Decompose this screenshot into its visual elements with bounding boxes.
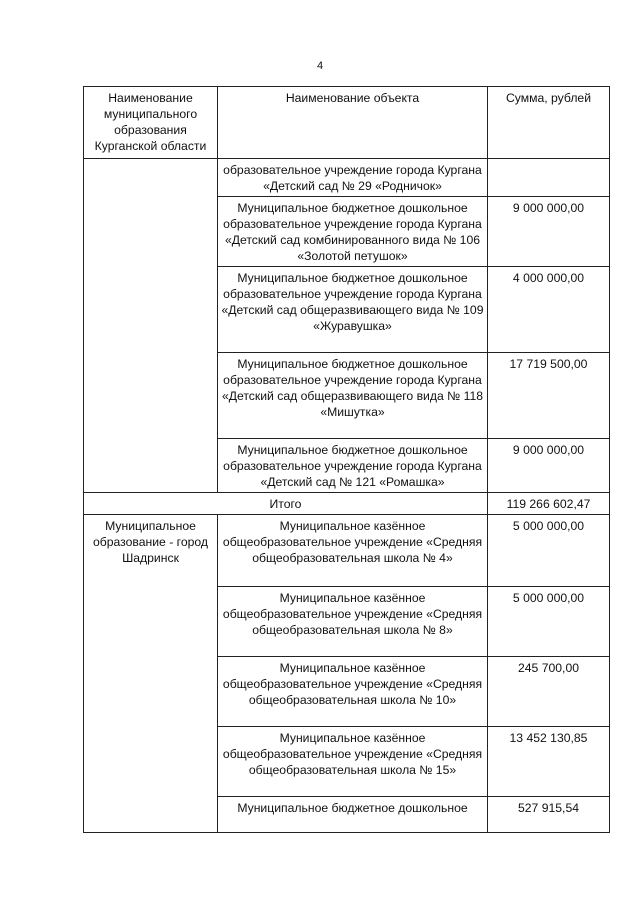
header-sum: Сумма, рублей: [488, 87, 610, 159]
allocation-table: [83, 86, 610, 833]
header-object: Наименование объекта: [218, 87, 488, 159]
object-sum: 9 000 000,00: [488, 197, 610, 267]
object-name: Муниципальное казённое общеобразовательное учреждение «Средняя общеобразовательная школа № 15»: [218, 727, 488, 797]
object-name: Муниципальное бюджетное дошкольное образовательное учреждение города Кургана «Детский сад общеразвивающего вида № 118 «Мишутка»: [218, 353, 488, 439]
object-sum: 17 719 500,00: [488, 353, 610, 439]
object-sum: 245 700,00: [488, 657, 610, 727]
total-sum: 119 266 602,47: [488, 493, 610, 515]
object-sum: 9 000 000,00: [488, 439, 610, 493]
table-row: [84, 159, 610, 197]
object-name: Муниципальное казённое общеобразовательное учреждение «Средняя общеобразовательная школа № 4»: [218, 515, 488, 587]
object-name: Муниципальное казённое общеобразовательное учреждение «Средняя общеобразовательная школа № 10»: [218, 657, 488, 727]
total-label: Итого: [84, 493, 488, 515]
object-name: Муниципальное бюджетное дошкольное образовательное учреждение города Кургана «Детский сад комбинированного вида № 106 «Золотой петушок»: [218, 197, 488, 267]
object-name: Муниципальное бюджетное дошкольное: [218, 797, 488, 833]
page-number: 4: [316, 60, 324, 72]
header-municipality: Наименование муниципального образования Курганской области: [84, 87, 218, 159]
object-sum: 5 000 000,00: [488, 515, 610, 587]
object-sum: 5 000 000,00: [488, 587, 610, 657]
total-row: [84, 493, 610, 515]
object-name: Муниципальное бюджетное дошкольное образовательное учреждение города Кургана «Детский сад общеразвивающего вида № 109 «Журавушка»: [218, 267, 488, 353]
object-sum: 13 452 130,85: [488, 727, 610, 797]
municipality-cell-empty: [84, 159, 218, 493]
object-name: Муниципальное казённое общеобразовательное учреждение «Средняя общеобразовательная школа № 8»: [218, 587, 488, 657]
table-header-row: [84, 87, 610, 159]
table-row: [84, 515, 610, 587]
object-sum: 527 915,54: [488, 797, 610, 833]
object-name: Муниципальное бюджетное дошкольное образовательное учреждение города Кургана «Детский сад № 121 «Ромашка»: [218, 439, 488, 493]
municipality-name: Муниципальное образование - город Шадринск: [84, 515, 218, 833]
object-sum: [488, 159, 610, 197]
object-name: образовательное учреждение города Кургана «Детский сад № 29 «Родничок»: [218, 159, 488, 197]
object-sum: 4 000 000,00: [488, 267, 610, 353]
